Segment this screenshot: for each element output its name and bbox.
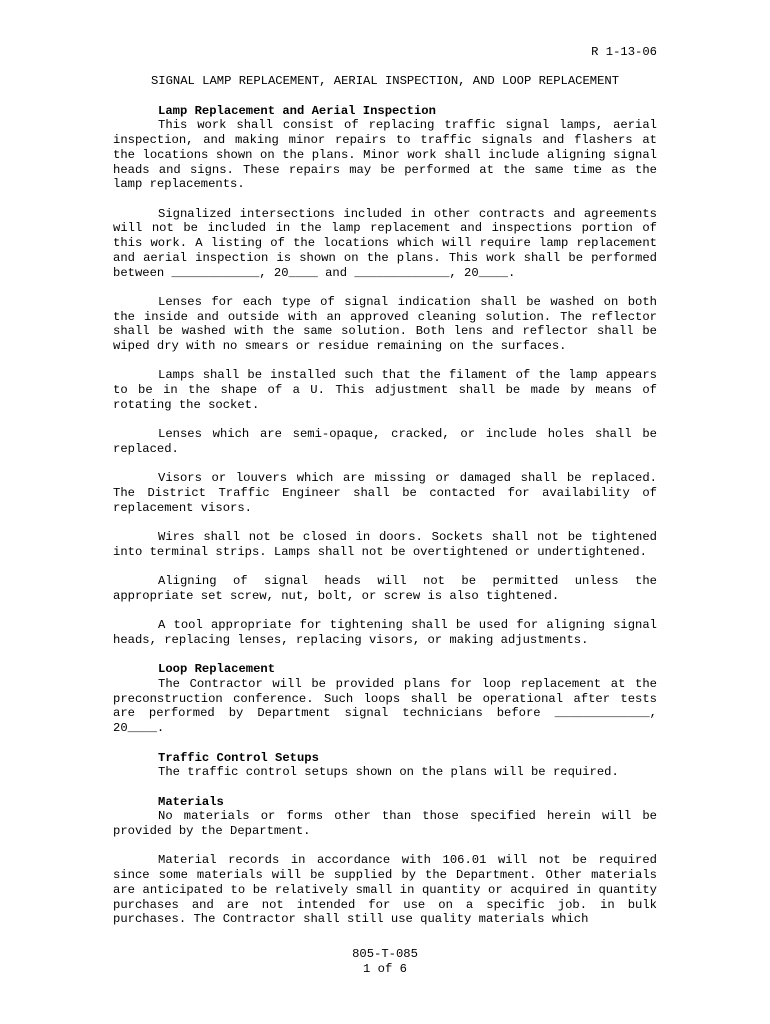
section-heading-traffic-control: Traffic Control Setups — [158, 750, 319, 765]
section-heading-materials: Materials — [158, 794, 224, 809]
paragraph: No materials or forms other than those specified herein will be provided by the Department. — [113, 809, 657, 839]
paragraph: Lamps shall be installed such that the filament of the lamp appears to be in the shape of a U. This adjustment shall be made by means of rotating the socket. — [113, 368, 657, 412]
paragraph: Aligning of signal heads will not be permitted unless the appropriate set screw, nut, bolt, or screw is also tightened. — [113, 574, 657, 603]
paragraph: This work shall consist of replacing traffic signal lamps, aerial inspection, and making minor repairs to traffic signals and flashers at the locations shown on the plans. Minor work shall include aligning signal heads and signs. These repairs may be performed at the same time as the lamp replacements. — [113, 118, 657, 192]
document-body — [113, 45, 657, 942]
section-heading-loop-replacement: Loop Replacement — [158, 662, 276, 677]
paragraph: Material records in accordance with 106.01 will not be required since some materials will be supplied by the Department. Other materials are anticipated to be relatively small in quantity or acquired in quantity purchases and are not intended for use on a specific job. in bulk purchases. The Contractor shall still use quality materials which — [113, 853, 657, 927]
paragraph: Lenses which are semi-opaque, cracked, or include holes shall be replaced. — [113, 427, 657, 456]
section-heading-lamp-replacement: Lamp Replacement and Aerial Inspection — [158, 103, 436, 118]
paragraph: Lenses for each type of signal indication shall be washed on both the inside and outside with an approved cleaning solution. The reflector shall be washed with the same solution. Both lens and reflector shall be wiped dry with no smears or residue remaining on the surfaces. — [113, 294, 657, 353]
document-title: SIGNAL LAMP REPLACEMENT, AERIAL INSPECTION, AND LOOP REPLACEMENT — [150, 74, 620, 89]
document-code: 805-T-085 — [352, 947, 418, 961]
paragraph: The traffic control setups shown on the plans will be required. — [158, 765, 619, 780]
paragraph: Wires shall not be closed in doors. Sockets shall not be tightened into terminal strips. Lamps shall not be overtightened or undertightened. — [113, 530, 657, 559]
revision-date: R 1-13-06 — [591, 45, 657, 59]
paragraph: Visors or louvers which are missing or damaged shall be replaced. The District Traffic Engineer shall be contacted for availability of replacement visors. — [113, 471, 657, 515]
paragraph: A tool appropriate for tightening shall be used for aligning signal heads, replacing lenses, replacing visors, or making adjustments. — [113, 618, 657, 647]
page-number: 1 of 6 — [363, 961, 407, 976]
paragraph: Signalized intersections included in other contracts and agreements will not be included in the lamp replacement and inspections portion of this work. A listing of the locations which will require lamp replacement and aerial inspection is shown on the plans. This work shall be performed between ____________, 20____ and _____________, 20____. — [113, 206, 657, 280]
paragraph: The Contractor will be provided plans for loop replacement at the preconstruction conference. Such loops shall be operational after tests are performed by Department signal technicians before _____________, 20____. — [113, 677, 657, 736]
page-footer — [113, 947, 657, 976]
